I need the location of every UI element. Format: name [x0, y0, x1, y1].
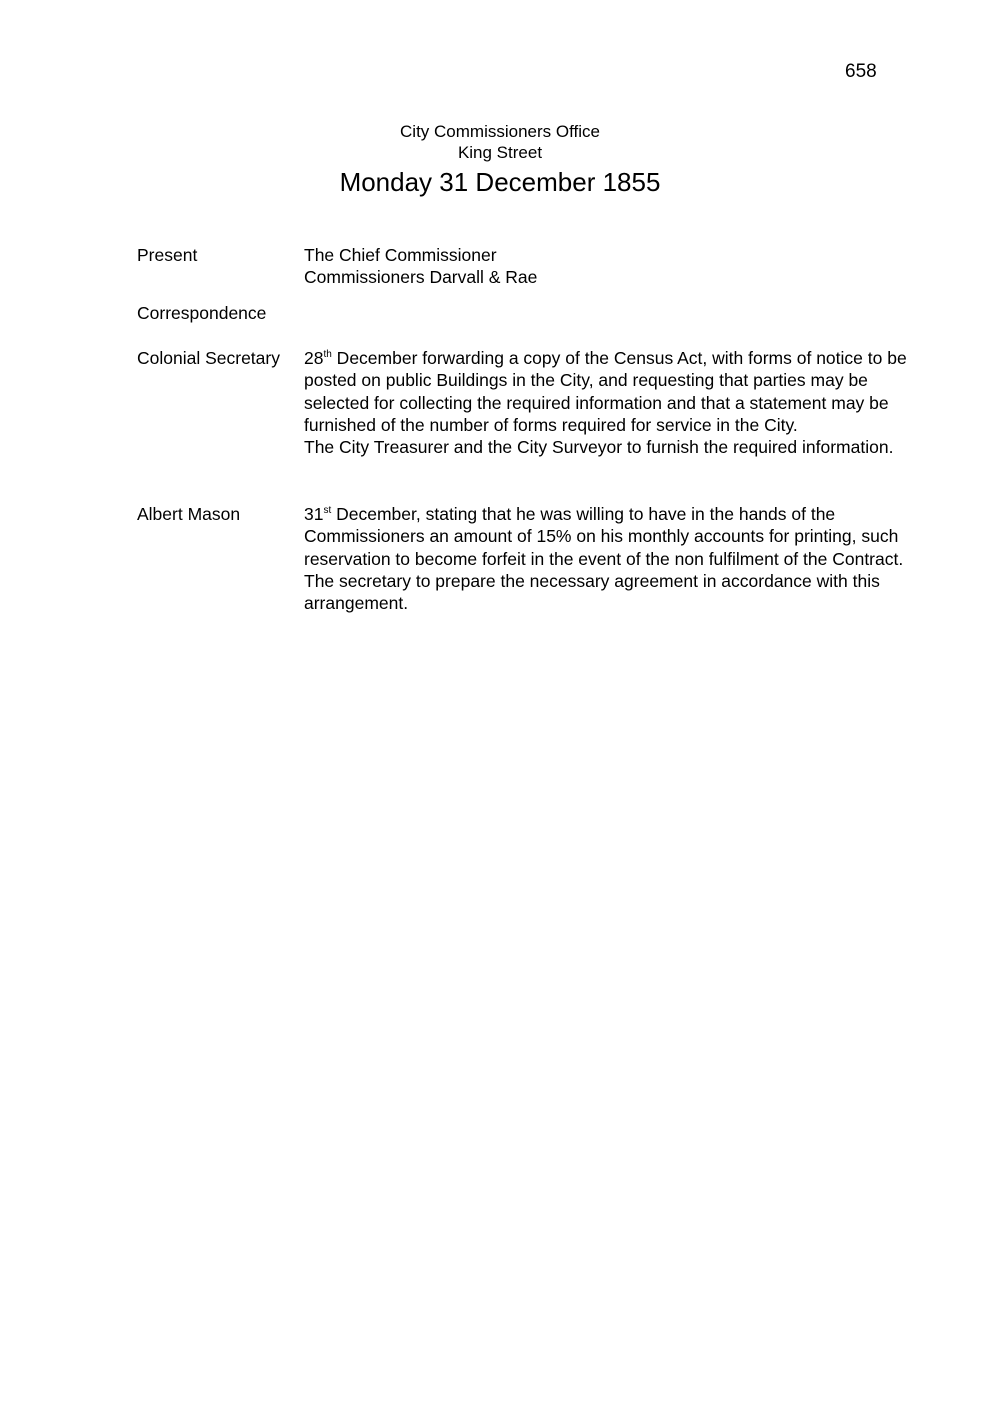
entry-day: 28: [304, 348, 324, 368]
street-name: King Street: [457, 143, 543, 162]
entry-sender: Colonial Secretary: [137, 348, 280, 368]
entry-letter: [304, 347, 929, 436]
present-label: Present: [137, 245, 198, 265]
entry-body: [304, 503, 929, 614]
office-name: City Commissioners Office: [400, 122, 600, 141]
entry-text: December forwarding a copy of the Census Act, with forms of notice to be posted on public Buildings in the City, and requesting that parties may be selected for collecting the required information and that a statement may be furnished of the number of forms required for service in the City.: [304, 348, 907, 435]
page-number: 658: [845, 61, 877, 82]
correspondence-entry: [137, 503, 937, 638]
entry-text: December, stating that he was willing to have in the hands of the Commissioners an amount of 15% on his monthly accounts for printing, such reservation to become forfeit in the event of the non fulfilment of the Contract.: [304, 504, 904, 569]
correspondence-entry: [137, 347, 937, 482]
present-section: [137, 244, 937, 290]
page-title: Monday 31 December 1855: [339, 167, 661, 197]
page-header: [0, 121, 1000, 199]
present-list: [304, 244, 929, 289]
entry-day: 31: [304, 504, 324, 524]
entry-day-suffix: st: [323, 505, 332, 516]
entry-resolution: The City Treasurer and the City Surveyor to furnish the required information.: [304, 437, 894, 458]
entry-letter: [304, 503, 929, 570]
entry-body: [304, 347, 929, 458]
entry-sender: Albert Mason: [137, 504, 241, 524]
present-line: Commissioners Darvall & Rae: [304, 267, 538, 288]
entry-day-suffix: th: [323, 349, 332, 360]
present-line: The Chief Commissioner: [304, 245, 497, 265]
entry-resolution: The secretary to prepare the necessary agreement in accordance with this arrangement.: [304, 570, 880, 614]
correspondence-label: Correspondence: [137, 303, 267, 323]
correspondence-section: [137, 302, 937, 326]
